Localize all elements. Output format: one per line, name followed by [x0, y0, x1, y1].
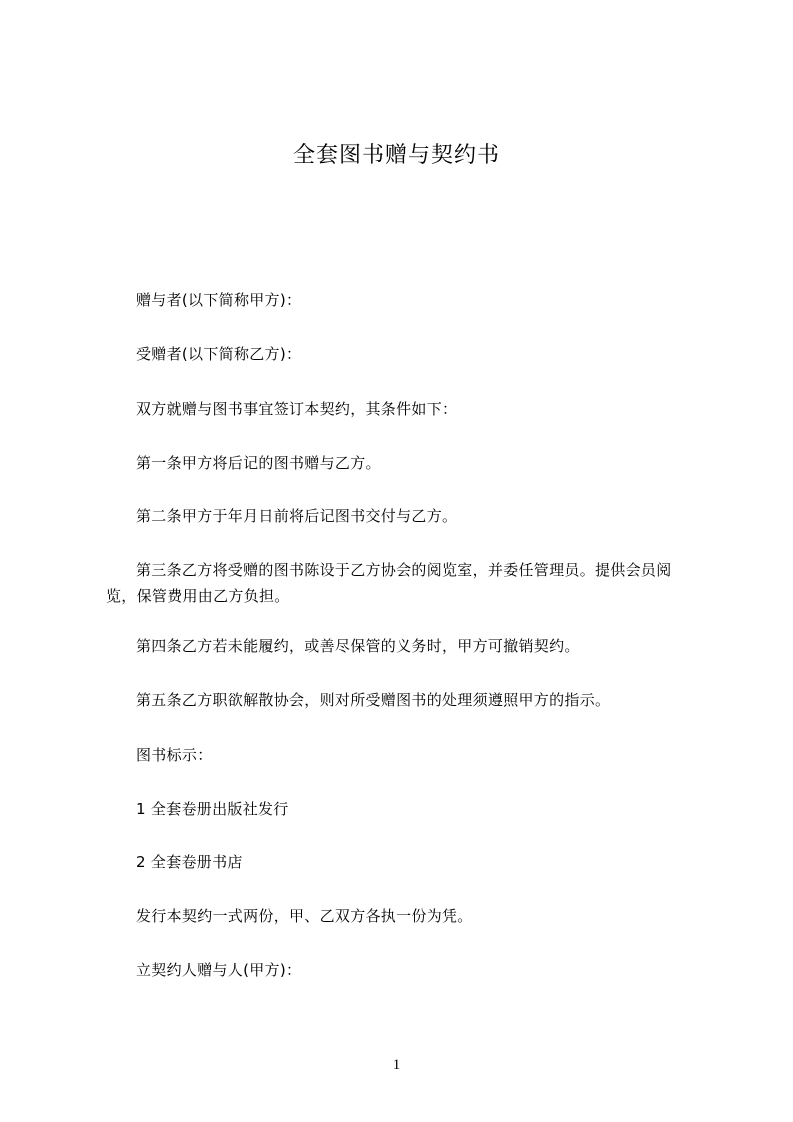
paragraph-article-5: 第五条乙方职欲解散协会，则对所受赠图书的处理须遵照甲方的指示。: [136, 691, 611, 709]
paragraph-book-item-2: 2 全套卷册书店: [136, 853, 243, 871]
document-title: 全套图书赠与契约书: [292, 143, 500, 168]
paragraph-article-1: 第一条甲方将后记的图书赠与乙方。: [136, 454, 381, 472]
paragraph-book-item-1: 1 全套卷册出版社发行: [136, 800, 289, 818]
paragraph-book-label: 图书标示：: [136, 746, 213, 764]
paragraph-intro: 双方就赠与图书事宜签订本契约，其条件如下：: [136, 400, 458, 418]
paragraph-article-3: 第三条乙方将受赠的图书陈设于乙方协会的阅览室，并委任管理员。提供会员阅览，保管费用由乙方负担。: [106, 561, 672, 605]
paragraph-article-4: 第四条乙方若未能履约，或善尽保管的义务时，甲方可撤销契约。: [136, 637, 580, 655]
paragraph-article-2: 第二条甲方于年月日前将后记图书交付与乙方。: [136, 507, 458, 525]
paragraph-recipient: 受赠者(以下简称乙方)：: [136, 345, 302, 363]
paragraph-copies: 发行本契约一式两份，甲、乙双方各执一份为凭。: [136, 907, 473, 925]
page-number: 1: [392, 1057, 401, 1073]
paragraph-donor: 赠与者(以下简称甲方)：: [136, 291, 302, 309]
paragraph-signatory: 立契约人赠与人(甲方)：: [136, 961, 302, 979]
